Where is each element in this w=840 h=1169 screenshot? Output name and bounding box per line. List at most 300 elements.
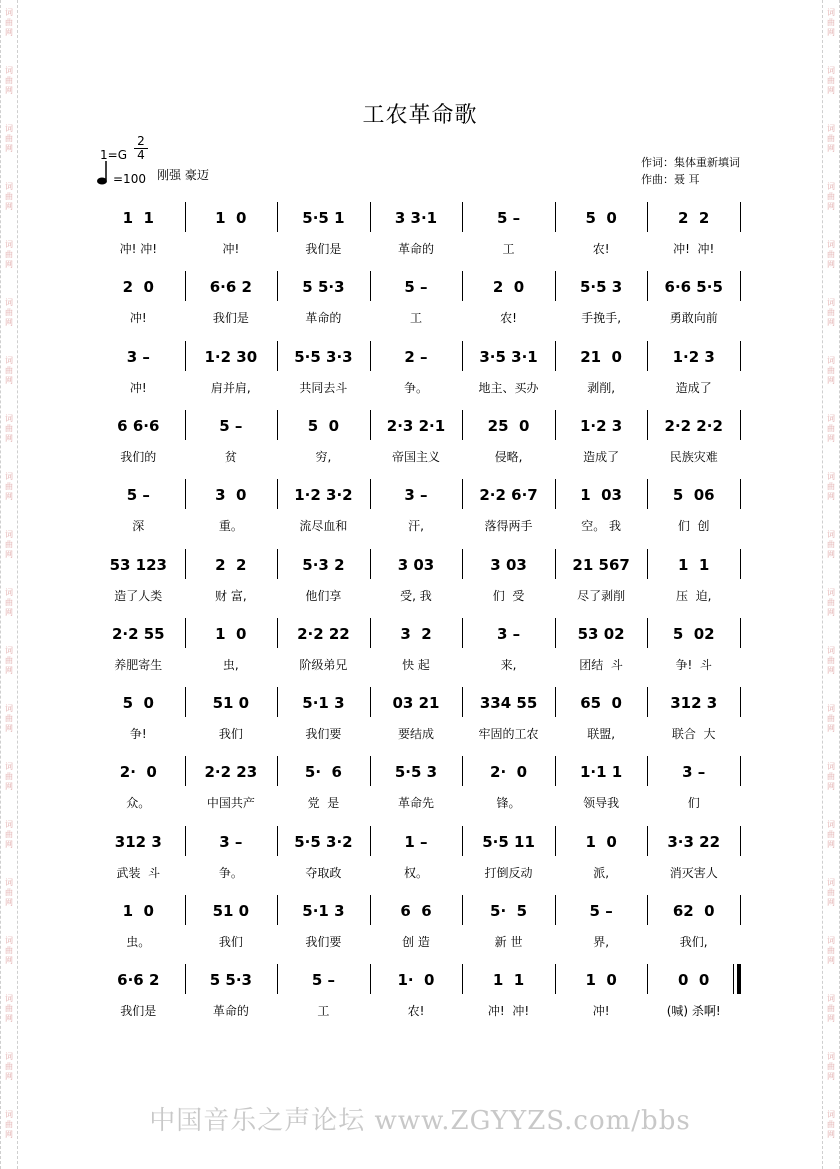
margin-stamp: 词 曲 网 <box>827 240 835 269</box>
measure-notes: 2·2 22 <box>297 624 350 643</box>
measure-lyrics: 冲! <box>129 380 147 395</box>
margin-stamp: 词 曲 网 <box>827 1052 835 1081</box>
measure-lyrics: 消灭害人 <box>669 865 718 880</box>
measure-lyrics: 领导我 <box>583 796 620 811</box>
measure-notes: 3 – <box>126 347 150 366</box>
measure-lyrics: 团结 斗 <box>579 657 623 672</box>
bar-line <box>647 826 648 856</box>
measure-lyrics: 界, <box>593 935 610 949</box>
measure-lyrics: 肩并肩, <box>210 380 251 395</box>
measure-notes: 21 567 <box>572 555 630 574</box>
bar-line <box>462 687 463 717</box>
measure-lyrics: 虫。 <box>126 935 151 949</box>
measure-notes: 5·5 3·2 <box>294 832 353 851</box>
measure-lyrics: 工 <box>317 1004 330 1019</box>
measure-notes: 5·1 3 <box>302 694 345 713</box>
measure-notes: 5·5 1 <box>302 209 345 227</box>
measure-notes: 6·6 2 <box>209 278 252 297</box>
bar-line <box>185 202 186 232</box>
bar-line <box>462 549 463 579</box>
measure-notes: 1·2 3·2 <box>294 486 353 505</box>
measure-lyrics: 压 迫, <box>675 588 712 603</box>
measure-notes: 2· 0 <box>119 763 157 782</box>
measure-lyrics: 我们要 <box>305 935 342 949</box>
measure-lyrics: 农! <box>592 242 610 256</box>
measure-notes: 1 1 <box>492 971 525 990</box>
measure-notes: 65 0 <box>580 694 622 713</box>
quarter-note-icon <box>97 160 111 186</box>
bar-line <box>555 202 556 232</box>
bar-line <box>370 895 371 925</box>
bar-line <box>185 410 186 440</box>
margin-stamp: 词 曲 网 <box>827 936 835 965</box>
measure-lyrics: 革命的 <box>212 1004 249 1019</box>
measure-lyrics: 争! 斗 <box>675 657 712 672</box>
measure-notes: 1 1 <box>678 555 710 574</box>
measure-notes: 3·5 3·1 <box>479 347 538 366</box>
measure-lyrics: 中国共产 <box>206 796 255 811</box>
measure-notes: 6·6 5·5 <box>664 278 723 297</box>
measure-notes: 03 21 <box>392 694 440 713</box>
measure-lyrics: (喊) 杀啊! <box>666 1004 721 1019</box>
measure-notes: 2·2 6·7 <box>479 486 538 505</box>
measure-notes: 5· 6 <box>304 763 342 782</box>
margin-stamp: 词 曲 网 <box>5 530 13 559</box>
measure-lyrics: 我们, <box>679 935 708 949</box>
measure-notes: 2 – <box>404 347 428 366</box>
margin-stamp: 词 曲 网 <box>827 124 835 153</box>
measure-notes: 5 06 <box>672 486 715 505</box>
bar-line <box>647 202 648 232</box>
score-row <box>0 616 840 686</box>
measure-lyrics: 穷, <box>315 449 332 464</box>
bar-line <box>555 618 556 648</box>
bar-line <box>647 618 648 648</box>
bar-line <box>647 964 648 994</box>
measure-notes: 3 – <box>682 763 706 782</box>
measure-notes: 5·5 3·3 <box>294 347 353 366</box>
bar-line <box>740 895 741 925</box>
measure-notes: 6·6 2 <box>117 971 160 990</box>
measure-notes: 53 123 <box>109 555 167 574</box>
key-signature: 1=G <box>100 148 127 162</box>
time-signature-numerator: 2 <box>137 134 145 148</box>
bar-line <box>185 756 186 786</box>
bar-line <box>370 341 371 371</box>
margin-stamp: 词 曲 网 <box>5 356 13 385</box>
bar-line <box>740 549 741 579</box>
margin-stamp: 词 曲 网 <box>827 820 835 849</box>
measure-notes: 3·3 22 <box>667 832 721 851</box>
measure-lyrics: 争。 <box>403 380 428 395</box>
measure-lyrics: 夺取政 <box>305 865 342 880</box>
measure-notes: 51 0 <box>212 902 250 920</box>
bar-line <box>740 618 741 648</box>
bar-line <box>740 202 741 232</box>
measure-notes: 1·2 3 <box>580 416 623 435</box>
measure-lyrics: 锋。 <box>496 796 521 811</box>
bar-line <box>277 271 278 301</box>
measure-notes: 53 02 <box>577 624 625 643</box>
bar-line <box>555 341 556 371</box>
measure-lyrics: 冲! <box>222 242 240 256</box>
bar-line <box>555 479 556 509</box>
measure-lyrics: 阶级弟兄 <box>299 657 348 672</box>
song-title: 工农革命歌 <box>362 103 478 128</box>
measure-lyrics: 打倒反动 <box>484 865 533 880</box>
measure-lyrics: 众。 <box>126 796 151 811</box>
measure-notes: 5·3 2 <box>302 555 345 574</box>
margin-stamp: 词 曲 网 <box>827 762 835 791</box>
measure-lyrics: 革命的 <box>305 311 342 326</box>
score-row <box>0 962 840 1032</box>
bar-line <box>462 895 463 925</box>
measure-notes: 2·2 55 <box>111 624 165 643</box>
margin-stamp: 词 曲 网 <box>827 1110 835 1139</box>
measure-notes: 5 – <box>589 902 613 920</box>
margin-stamp: 词 曲 网 <box>827 472 835 501</box>
measure-lyrics: 勇敢向前 <box>669 311 718 326</box>
measure-lyrics: 我们是 <box>212 311 249 326</box>
bar-line <box>277 756 278 786</box>
measure-lyrics: 重。 <box>218 519 243 534</box>
bar-line <box>462 341 463 371</box>
bar-line <box>647 341 648 371</box>
measure-notes: 25 0 <box>487 416 530 435</box>
bar-line <box>370 271 371 301</box>
measure-lyrics: 财 富, <box>215 588 247 603</box>
bar-line <box>277 202 278 232</box>
measure-lyrics: 民族灾难 <box>669 449 718 464</box>
final-bar-thin-line <box>733 964 734 994</box>
bar-line <box>185 618 186 648</box>
margin-stamp: 词 曲 网 <box>5 646 13 675</box>
measure-lyrics: 侵略, <box>494 449 523 464</box>
measure-lyrics: 们 <box>687 796 700 811</box>
measure-lyrics: 我们的 <box>120 449 157 464</box>
measure-notes: 2·2 23 <box>204 763 258 782</box>
bar-line <box>555 271 556 301</box>
bar-line <box>185 271 186 301</box>
margin-stamp: 词 曲 网 <box>5 298 13 327</box>
bar-line <box>647 410 648 440</box>
measure-lyrics: 汗, <box>408 519 424 534</box>
measure-lyrics: 权。 <box>403 865 428 880</box>
measure-notes: 6 6·6 <box>117 416 160 435</box>
measure-lyrics: 造成了 <box>675 380 712 395</box>
margin-stamp: 词 曲 网 <box>5 1110 13 1139</box>
bar-line <box>370 549 371 579</box>
measure-notes: 1 03 <box>580 486 622 505</box>
measure-notes: 2· 0 <box>490 763 528 782</box>
margin-stamp: 词 曲 网 <box>5 820 13 849</box>
measure-lyrics: 工 <box>409 311 422 326</box>
score-row <box>0 893 840 963</box>
measure-lyrics: 流尽血和 <box>299 519 348 534</box>
measure-notes: 21 0 <box>580 347 622 366</box>
measure-notes: 3 2 <box>400 624 432 643</box>
measure-notes: 1·2 3 <box>672 347 715 366</box>
score-row <box>0 824 840 894</box>
measure-lyrics: 造成了 <box>583 449 620 464</box>
bar-line <box>277 410 278 440</box>
margin-stamp: 词 曲 网 <box>827 298 835 327</box>
measure-lyrics: 冲! <box>129 311 147 326</box>
bar-line <box>277 341 278 371</box>
measure-notes: 2·3 2·1 <box>386 416 446 435</box>
measure-notes: 5 0 <box>585 209 617 227</box>
measure-lyrics: 手挽手, <box>581 311 622 326</box>
measure-lyrics: 革命先 <box>397 796 434 811</box>
bar-line <box>185 479 186 509</box>
bar-line <box>740 271 741 301</box>
bar-line <box>740 687 741 717</box>
score-row <box>0 685 840 755</box>
margin-stamp: 词 曲 网 <box>5 878 13 907</box>
margin-stamp: 词 曲 网 <box>827 182 835 211</box>
bar-line <box>370 687 371 717</box>
measure-lyrics: 冲! <box>592 1004 610 1019</box>
measure-notes: 5 5·3 <box>209 971 252 990</box>
bar-line <box>647 549 648 579</box>
bar-line <box>185 687 186 717</box>
bar-line <box>370 756 371 786</box>
composer-credit: 作曲：聂 耳 <box>641 173 700 186</box>
measure-lyrics: 他们享 <box>305 588 342 603</box>
final-bar-line <box>737 964 741 994</box>
margin-stamp: 词 曲 网 <box>827 66 835 95</box>
measure-lyrics: 虫, <box>222 657 239 672</box>
bar-line <box>370 479 371 509</box>
bar-line <box>462 271 463 301</box>
margin-stamp: 词 曲 网 <box>5 994 13 1023</box>
score-row <box>0 477 840 547</box>
measure-lyrics: 造了人类 <box>114 588 163 603</box>
bar-line <box>277 618 278 648</box>
tempo-marking: =100 <box>113 172 146 186</box>
bar-line <box>740 410 741 440</box>
measure-lyrics: 贫 <box>224 449 237 464</box>
margin-stamp: 词 曲 网 <box>5 66 13 95</box>
expression-marking: 刚强 豪迈 <box>157 168 209 182</box>
measure-notes: 2 2 <box>215 555 247 574</box>
bar-line <box>462 410 463 440</box>
measure-notes: 3 03 <box>397 555 435 574</box>
forum-watermark: 中国音乐之声论坛 www.ZGYYZS.com/bbs <box>149 1106 691 1136</box>
measure-notes: 3 0 <box>215 486 247 505</box>
bar-line <box>370 202 371 232</box>
measure-notes: 2·2 2·2 <box>664 416 723 435</box>
measure-lyrics: 农! <box>500 311 517 326</box>
measure-lyrics: 党 是 <box>307 796 340 811</box>
measure-lyrics: 们 创 <box>677 519 710 534</box>
measure-lyrics: 联盟, <box>587 727 616 742</box>
measure-lyrics: 养肥寄生 <box>114 657 163 672</box>
measure-notes: 5·5 11 <box>482 832 535 851</box>
measure-notes: 1·2 30 <box>204 347 258 366</box>
measure-notes: 5·1 3 <box>302 902 345 920</box>
measure-notes: 1 0 <box>585 832 617 851</box>
measure-lyrics: 落得两手 <box>484 519 533 534</box>
margin-stamp: 词 曲 网 <box>5 414 13 443</box>
margin-stamp: 词 曲 网 <box>5 472 13 501</box>
measure-lyrics: 受, 我 <box>400 588 432 603</box>
bar-line <box>370 826 371 856</box>
measure-notes: 2 2 <box>678 209 710 227</box>
bar-line <box>277 826 278 856</box>
bar-line <box>462 756 463 786</box>
measure-lyrics: 牢固的工农 <box>478 727 539 742</box>
measure-lyrics: 新 世 <box>494 935 523 949</box>
bar-line <box>647 687 648 717</box>
margin-stamp: 词 曲 网 <box>5 182 13 211</box>
bar-line <box>185 341 186 371</box>
measure-lyrics: 冲! 冲! <box>487 1004 530 1019</box>
bar-line <box>647 479 648 509</box>
bar-line <box>462 618 463 648</box>
time-signature <box>134 135 148 162</box>
margin-stamp: 词 曲 网 <box>827 356 835 385</box>
measure-lyrics: 剥削, <box>587 380 616 395</box>
margin-stamp: 词 曲 网 <box>5 8 13 37</box>
measure-lyrics: 争。 <box>218 865 243 880</box>
score-row <box>0 408 840 478</box>
measure-notes: 3 – <box>404 486 428 505</box>
measure-lyrics: 工 <box>502 242 515 256</box>
measure-notes: 1 0 <box>122 902 154 920</box>
lyricist-credit: 作词：集体重新填词 <box>641 156 740 169</box>
score-row <box>0 547 840 617</box>
measure-lyrics: 地主、买办 <box>478 380 539 395</box>
measure-lyrics: 尽了剥削 <box>577 588 626 603</box>
bar-line <box>462 202 463 232</box>
measure-lyrics: 我们是 <box>305 242 342 256</box>
margin-stamp: 词 曲 网 <box>827 994 835 1023</box>
measure-lyrics: 武装 斗 <box>116 865 161 880</box>
time-signature-denominator: 4 <box>134 148 148 162</box>
measure-notes: 5 – <box>219 416 243 435</box>
bar-line <box>647 756 648 786</box>
measure-lyrics: 深 <box>132 519 145 534</box>
bar-line <box>277 895 278 925</box>
margin-stamp: 词 曲 网 <box>827 588 835 617</box>
bar-line <box>462 479 463 509</box>
margin-stamp: 词 曲 网 <box>5 588 13 617</box>
measure-notes: 5 – <box>311 971 335 990</box>
measure-notes: 6 6 <box>400 902 432 920</box>
measure-notes: 5· 5 <box>490 902 528 920</box>
measure-lyrics: 冲! 冲! <box>673 242 715 256</box>
bar-line <box>740 826 741 856</box>
measure-notes: 5 – <box>496 209 521 227</box>
measure-lyrics: 派, <box>593 865 610 880</box>
measure-notes: 2 0 <box>492 278 525 297</box>
measure-lyrics: 共同去斗 <box>299 380 348 395</box>
measure-notes: 1 0 <box>585 971 617 990</box>
margin-stamp: 词 曲 网 <box>827 530 835 559</box>
measure-lyrics: 我们要 <box>305 727 342 742</box>
bar-line <box>555 549 556 579</box>
measure-notes: 312 3 <box>670 694 718 713</box>
measure-notes: 3 – <box>496 624 521 643</box>
measure-notes: 5 0 <box>307 416 340 435</box>
score-row <box>0 200 840 270</box>
bar-line <box>185 895 186 925</box>
measure-lyrics: 农! <box>407 1004 425 1019</box>
bar-line <box>462 964 463 994</box>
bar-line <box>740 756 741 786</box>
score-row <box>0 754 840 824</box>
score-row <box>0 339 840 409</box>
bar-line <box>647 895 648 925</box>
margin-stamp: 词 曲 网 <box>827 704 835 733</box>
measure-notes: 1 0 <box>215 209 247 227</box>
bar-line <box>555 687 556 717</box>
bar-line <box>555 756 556 786</box>
measure-notes: 1·1 1 <box>580 763 623 782</box>
bar-line <box>277 964 278 994</box>
measure-lyrics: 创 造 <box>402 935 430 949</box>
margin-stamp: 词 曲 网 <box>827 646 835 675</box>
measure-notes: 312 3 <box>114 832 162 851</box>
bar-line <box>185 964 186 994</box>
bar-line <box>277 687 278 717</box>
measure-notes: 5 – <box>404 278 428 297</box>
measure-notes: 3 03 <box>490 555 527 574</box>
measure-notes: 5 – <box>126 486 150 505</box>
measure-notes: 5 5·3 <box>302 278 345 297</box>
bar-line <box>370 618 371 648</box>
bar-line <box>555 410 556 440</box>
measure-lyrics: 要结成 <box>397 727 434 742</box>
measure-lyrics: 帝国主义 <box>391 449 440 464</box>
measure-notes: 1 1 <box>122 209 154 227</box>
margin-stamp: 词 曲 网 <box>5 240 13 269</box>
measure-notes: 3 – <box>219 832 243 851</box>
measure-notes: 334 55 <box>479 694 538 713</box>
margin-stamp: 词 曲 网 <box>827 878 835 907</box>
measure-lyrics: 争! <box>129 727 147 742</box>
measure-notes: 0 0 <box>678 971 710 990</box>
margin-stamp: 词 曲 网 <box>827 8 835 37</box>
measure-lyrics: 我们 <box>218 935 243 949</box>
bar-line <box>555 895 556 925</box>
bar-line <box>462 826 463 856</box>
measure-lyrics: 冲! 冲! <box>119 242 157 256</box>
measure-lyrics: 空。 我 <box>581 519 622 534</box>
measure-notes: 2 0 <box>122 278 154 297</box>
measure-notes: 3 3·1 <box>394 209 438 227</box>
bar-line <box>740 479 741 509</box>
measure-lyrics: 革命的 <box>397 242 434 256</box>
bar-line <box>370 410 371 440</box>
bar-line <box>740 341 741 371</box>
measure-lyrics: 我们是 <box>120 1004 157 1019</box>
measure-lyrics: 来, <box>500 657 517 672</box>
margin-stamp: 词 曲 网 <box>5 936 13 965</box>
margin-stamp: 词 曲 网 <box>827 414 835 443</box>
measure-notes: 51 0 <box>212 694 250 713</box>
bar-line <box>277 549 278 579</box>
bar-line <box>647 271 648 301</box>
measure-notes: 5 02 <box>672 624 715 643</box>
bar-line <box>185 826 186 856</box>
measure-lyrics: 联合 大 <box>671 727 716 742</box>
measure-notes: 5 0 <box>122 694 154 713</box>
margin-stamp: 词 曲 网 <box>5 124 13 153</box>
bar-line <box>555 964 556 994</box>
measure-notes: 1· 0 <box>397 971 435 990</box>
